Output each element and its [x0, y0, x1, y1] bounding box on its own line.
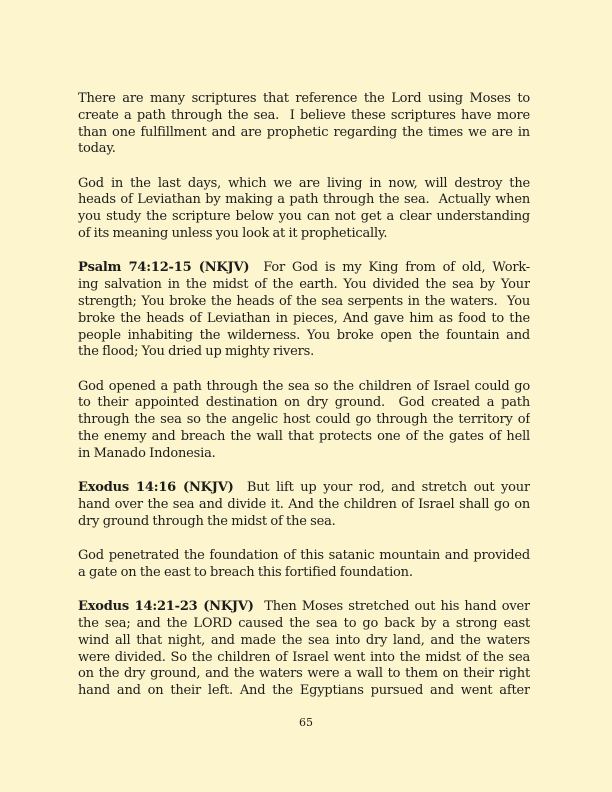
text-line: than one fulfillment and are prophetic regarding the times we are in — [78, 124, 530, 140]
text-line: through the sea so the angelic host could go through the territory of — [78, 412, 530, 428]
page-number: 65 — [299, 716, 313, 729]
verse-reference: Exodus 14:16 (NKJV) — [78, 480, 234, 496]
verse-reference: Psalm 74:12-15 (NKJV) — [78, 260, 250, 276]
body-text — [78, 91, 530, 717]
text-line: Psalm 74:12-15 (NKJV) For God is my King from of old, Work- — [78, 260, 530, 276]
text-line: people inhabiting the wilderness. You broke open the fountain and — [78, 327, 530, 343]
text-line: God in the last days, which we are living in now, will destroy the — [78, 175, 530, 191]
text-line: hand and on their left. And the Egyptians pursued and went after — [78, 683, 530, 699]
text-line: There are many scriptures that reference the Lord using Moses to — [78, 91, 530, 106]
text-line: the sea; and the LORD caused the sea to go back by a strong east — [78, 615, 530, 631]
text-line: broke the heads of Leviathan in pieces, And gave him as food to the — [78, 310, 530, 326]
verse-reference: Exodus 14:21-23 (NKJV) — [78, 599, 254, 615]
text-line: wind all that night, and made the sea into dry land, and the waters — [78, 632, 530, 648]
text-line: create a path through the sea. I believe these scriptures have more — [78, 107, 530, 123]
text-line: Exodus 14:21-23 (NKJV) Then Moses stretched out his hand over — [78, 599, 530, 615]
text-line: the enemy and breach the wall that protects one of the gates of hell — [78, 429, 530, 445]
paragraph — [78, 260, 530, 361]
text-line: you study the scripture below you can not get a clear understanding — [78, 209, 530, 225]
text-line: were divided. So the children of Israel went into the midst of the sea — [78, 649, 530, 665]
text-line: a gate on the east to breach this fortified foundation. — [78, 564, 413, 580]
text-line: to their appointed destination on dry ground. God created a path — [78, 395, 530, 411]
paragraph — [78, 480, 530, 530]
paragraph — [78, 599, 530, 700]
paragraph — [78, 91, 530, 158]
paragraph — [78, 548, 530, 582]
text-line: Exodus 14:16 (NKJV) But lift up your rod, and stretch out your — [78, 480, 530, 496]
text-line: God opened a path through the sea so the children of Israel could go — [78, 378, 530, 394]
text-line: hand over the sea and divide it. And the children of Israel shall go on — [78, 496, 530, 512]
paragraph — [78, 176, 530, 243]
text-line: on the dry ground, and the waters were a wall to them on their right — [78, 666, 530, 682]
text-line: God penetrated the foundation of this satanic mountain and provided — [78, 548, 530, 564]
text-line: the flood; You dried up mighty rivers. — [78, 344, 315, 360]
text-line: heads of Leviathan by making a path through the sea. Actually when — [78, 192, 530, 208]
paragraph — [78, 379, 530, 463]
text-line: today. — [78, 141, 116, 157]
text-line: strength; You broke the heads of the sea serpents in the waters. You — [78, 293, 530, 309]
text-line: of its meaning unless you look at it prophetically. — [78, 226, 388, 242]
text-line: dry ground through the midst of the sea. — [78, 513, 336, 529]
text-line: ing salvation in the midst of the earth. You divided the sea by Your — [78, 277, 530, 293]
text-line: in Manado Indonesia. — [78, 445, 216, 461]
